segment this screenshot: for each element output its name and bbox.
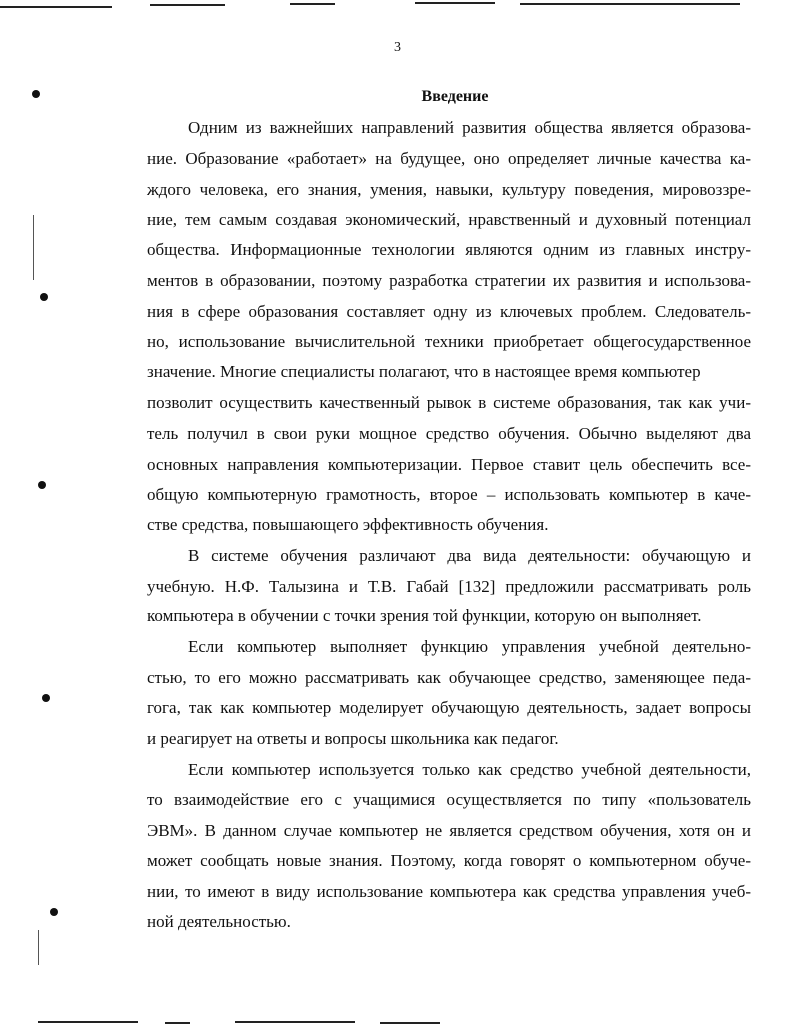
margin-rule — [38, 930, 39, 965]
scan-line-top-2 — [150, 4, 225, 6]
paragraph-line: позволит осуществить качественный рывок в системе образования, так как учи- — [147, 393, 751, 412]
paragraph-line: стве средства, повышающего эффективность обучения. — [147, 515, 549, 534]
paragraph-line: В системе обучения различают два вида деятельности: обучающую и — [188, 546, 751, 565]
binder-hole-dot — [42, 694, 50, 702]
scan-line-bottom-1 — [38, 1021, 138, 1023]
paragraph-line: Одним из важнейших направлений развития общества является образова- — [188, 118, 751, 137]
paragraph-line: гога, так как компьютер моделирует обучающую деятельность, задает вопросы — [147, 698, 751, 717]
paragraph-line: ждого человека, его знания, умения, навыки, культуру поведения, мировоззре- — [147, 180, 751, 199]
paragraph-line: ЭВМ». В данном случае компьютер не является средством обучения, хотя он и — [147, 821, 751, 840]
paragraph-line: стью, то его можно рассматривать как обучающее средство, заменяющее педа- — [147, 668, 751, 687]
paragraph-line: значение. Многие специалисты полагают, что в настоящее время компьютер — [147, 362, 701, 381]
page-number: 3 — [394, 40, 401, 55]
binder-hole-dot — [40, 293, 48, 301]
paragraph-line: нии, то имеют в виду использование компьютера как средства управления учеб- — [147, 882, 751, 901]
scan-line-top-4 — [415, 2, 495, 4]
paragraph-line: ние, тем самым создавая экономический, нравственный и духовный потенциал — [147, 210, 751, 229]
scan-line-bottom-2 — [165, 1022, 190, 1024]
margin-rule — [33, 215, 34, 280]
scan-line-top-3 — [290, 3, 335, 5]
paragraph-line: ментов в образовании, поэтому разработка стратегии их развития и использова- — [147, 271, 751, 290]
scan-line-top-5 — [520, 3, 740, 5]
section-heading: Введение — [421, 88, 489, 105]
scan-line-top-1 — [0, 6, 112, 8]
paragraph-line: но, использование вычислительной техники приобретает общегосударственное — [147, 332, 751, 351]
paragraph-line: общества. Информационные технологии являются одним из главных инстру- — [147, 240, 751, 259]
paragraph-line: и реагирует на ответы и вопросы школьника как педагог. — [147, 729, 559, 748]
binder-hole-dot — [38, 481, 46, 489]
scan-line-bottom-4 — [380, 1022, 440, 1024]
paragraph-line: общую компьютерную грамотность, второе – использовать компьютер в каче- — [147, 485, 751, 504]
binder-hole-dot — [50, 908, 58, 916]
paragraph-line: основных направления компьютеризации. Первое ставит цель обеспечить все- — [147, 455, 751, 474]
paragraph-line: может сообщать новые знания. Поэтому, когда говорят о компьютерном обуче- — [147, 851, 751, 870]
paragraph-line: тель получил в свои руки мощное средство обучения. Обычно выделяют два — [147, 424, 751, 443]
paragraph-line: Если компьютер используется только как средство учебной деятельности, — [188, 760, 751, 779]
paragraph-line: Если компьютер выполняет функцию управления учебной деятельно- — [188, 637, 751, 656]
paragraph-line: учебную. Н.Ф. Талызина и Т.В. Габай [132] предложили рассматривать роль — [147, 577, 751, 596]
paragraph-line: ние. Образование «работает» на будущее, оно определяет личные качества ка- — [147, 149, 751, 168]
paragraph-line: ной деятельностью. — [147, 912, 291, 931]
scan-line-bottom-3 — [235, 1021, 355, 1023]
paragraph-line: ния в сфере образования составляет одну из ключевых проблем. Следователь- — [147, 302, 751, 321]
paragraph-line: то взаимодействие его с учащимися осуществляется по типу «пользователь — [147, 790, 751, 809]
paragraph-line: компьютера в обучении с точки зрения той функции, которую он выполняет. — [147, 606, 702, 625]
